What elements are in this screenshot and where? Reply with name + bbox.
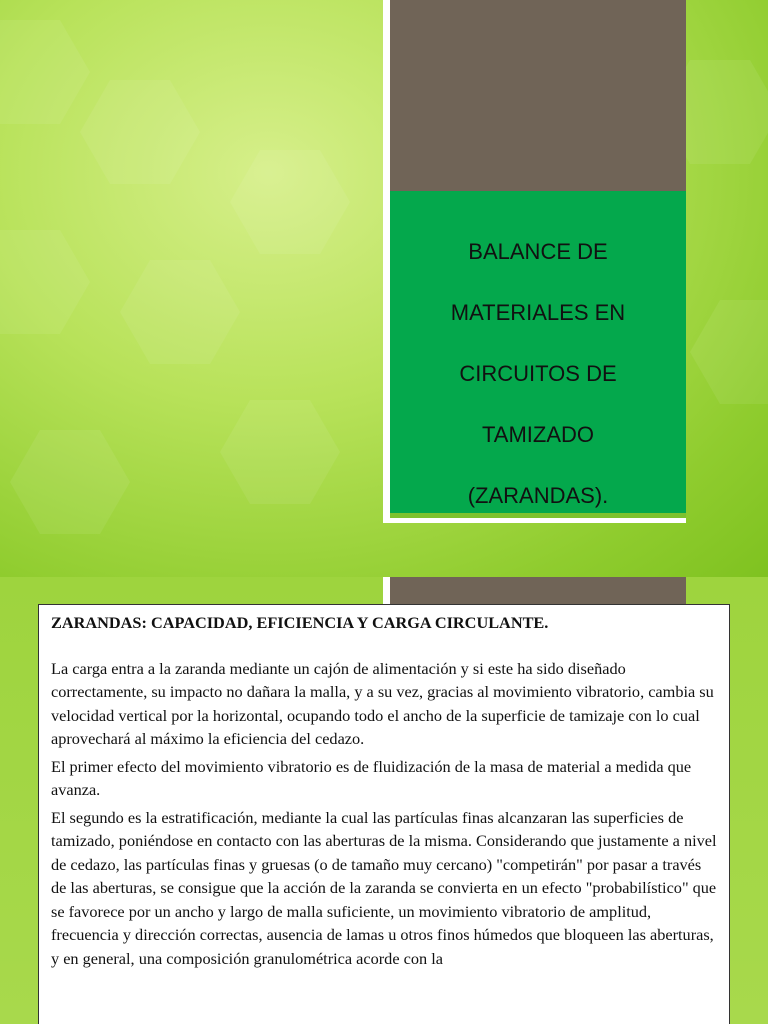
section-heading: ZARANDAS: CAPACIDAD, EFICIENCIA Y CARGA CIRCULANTE.: [51, 613, 549, 632]
background-hexagon: [80, 80, 200, 184]
content-text-box: [38, 604, 730, 1024]
background-hexagon: [120, 260, 240, 364]
content-slide: [0, 577, 768, 1024]
title-line: MATERIALES EN: [450, 300, 626, 325]
paragraph: La carga entra a la zaranda mediante un cajón de alimentación y si este ha sido diseñado correctamente, su impacto no dañara la malla, y a su vez, gracias al movimiento vibratorio, cambia su velocidad vertical por la horizontal, ocupando todo el ancho de la superficie de tamizaje con lo cual aprovechará al máximo la eficiencia del cedazo.: [51, 658, 714, 748]
background-hexagon: [0, 20, 90, 124]
background-hexagon: [220, 400, 340, 504]
background-hexagon: [10, 430, 130, 534]
paragraph: El primer efecto del movimiento vibratorio es de fluidización de la masa de material a medida que avanza.: [51, 756, 692, 799]
title-accent-stripe: [390, 513, 686, 518]
title-line: (ZARANDAS).: [467, 483, 609, 508]
title-box: [390, 191, 686, 513]
title-line: BALANCE DE: [468, 239, 608, 264]
title-line: CIRCUITOS DE: [459, 361, 617, 386]
background-hexagon: [690, 300, 768, 404]
background-hexagon: [0, 230, 90, 334]
background-hexagon: [230, 150, 350, 254]
title-line: TAMIZADO: [481, 422, 595, 447]
paragraph: El segundo es la estratificación, mediante la cual las partículas finas alcanzaran las superficies de tamizado, poniéndose en contacto con las aberturas de la misma. Considerando que justamente a nivel de cedazo, las partículas finas y gruesas (o de tamaño muy cercano) "competirán" por pasar a través de las aberturas, se consigue que la acción de la zaranda se convierta en un efecto "probabilístico" que se favorece por un ancho y largo de malla suficiente, un movimiento vibratorio de amplitud, frecuencia y dirección correctas, ausencia de lamas u otros finos húmedos que bloqueen las aberturas, y en general, una composición granulométrica acorde con la: [51, 807, 717, 968]
top-decorative-bar: [390, 0, 686, 191]
